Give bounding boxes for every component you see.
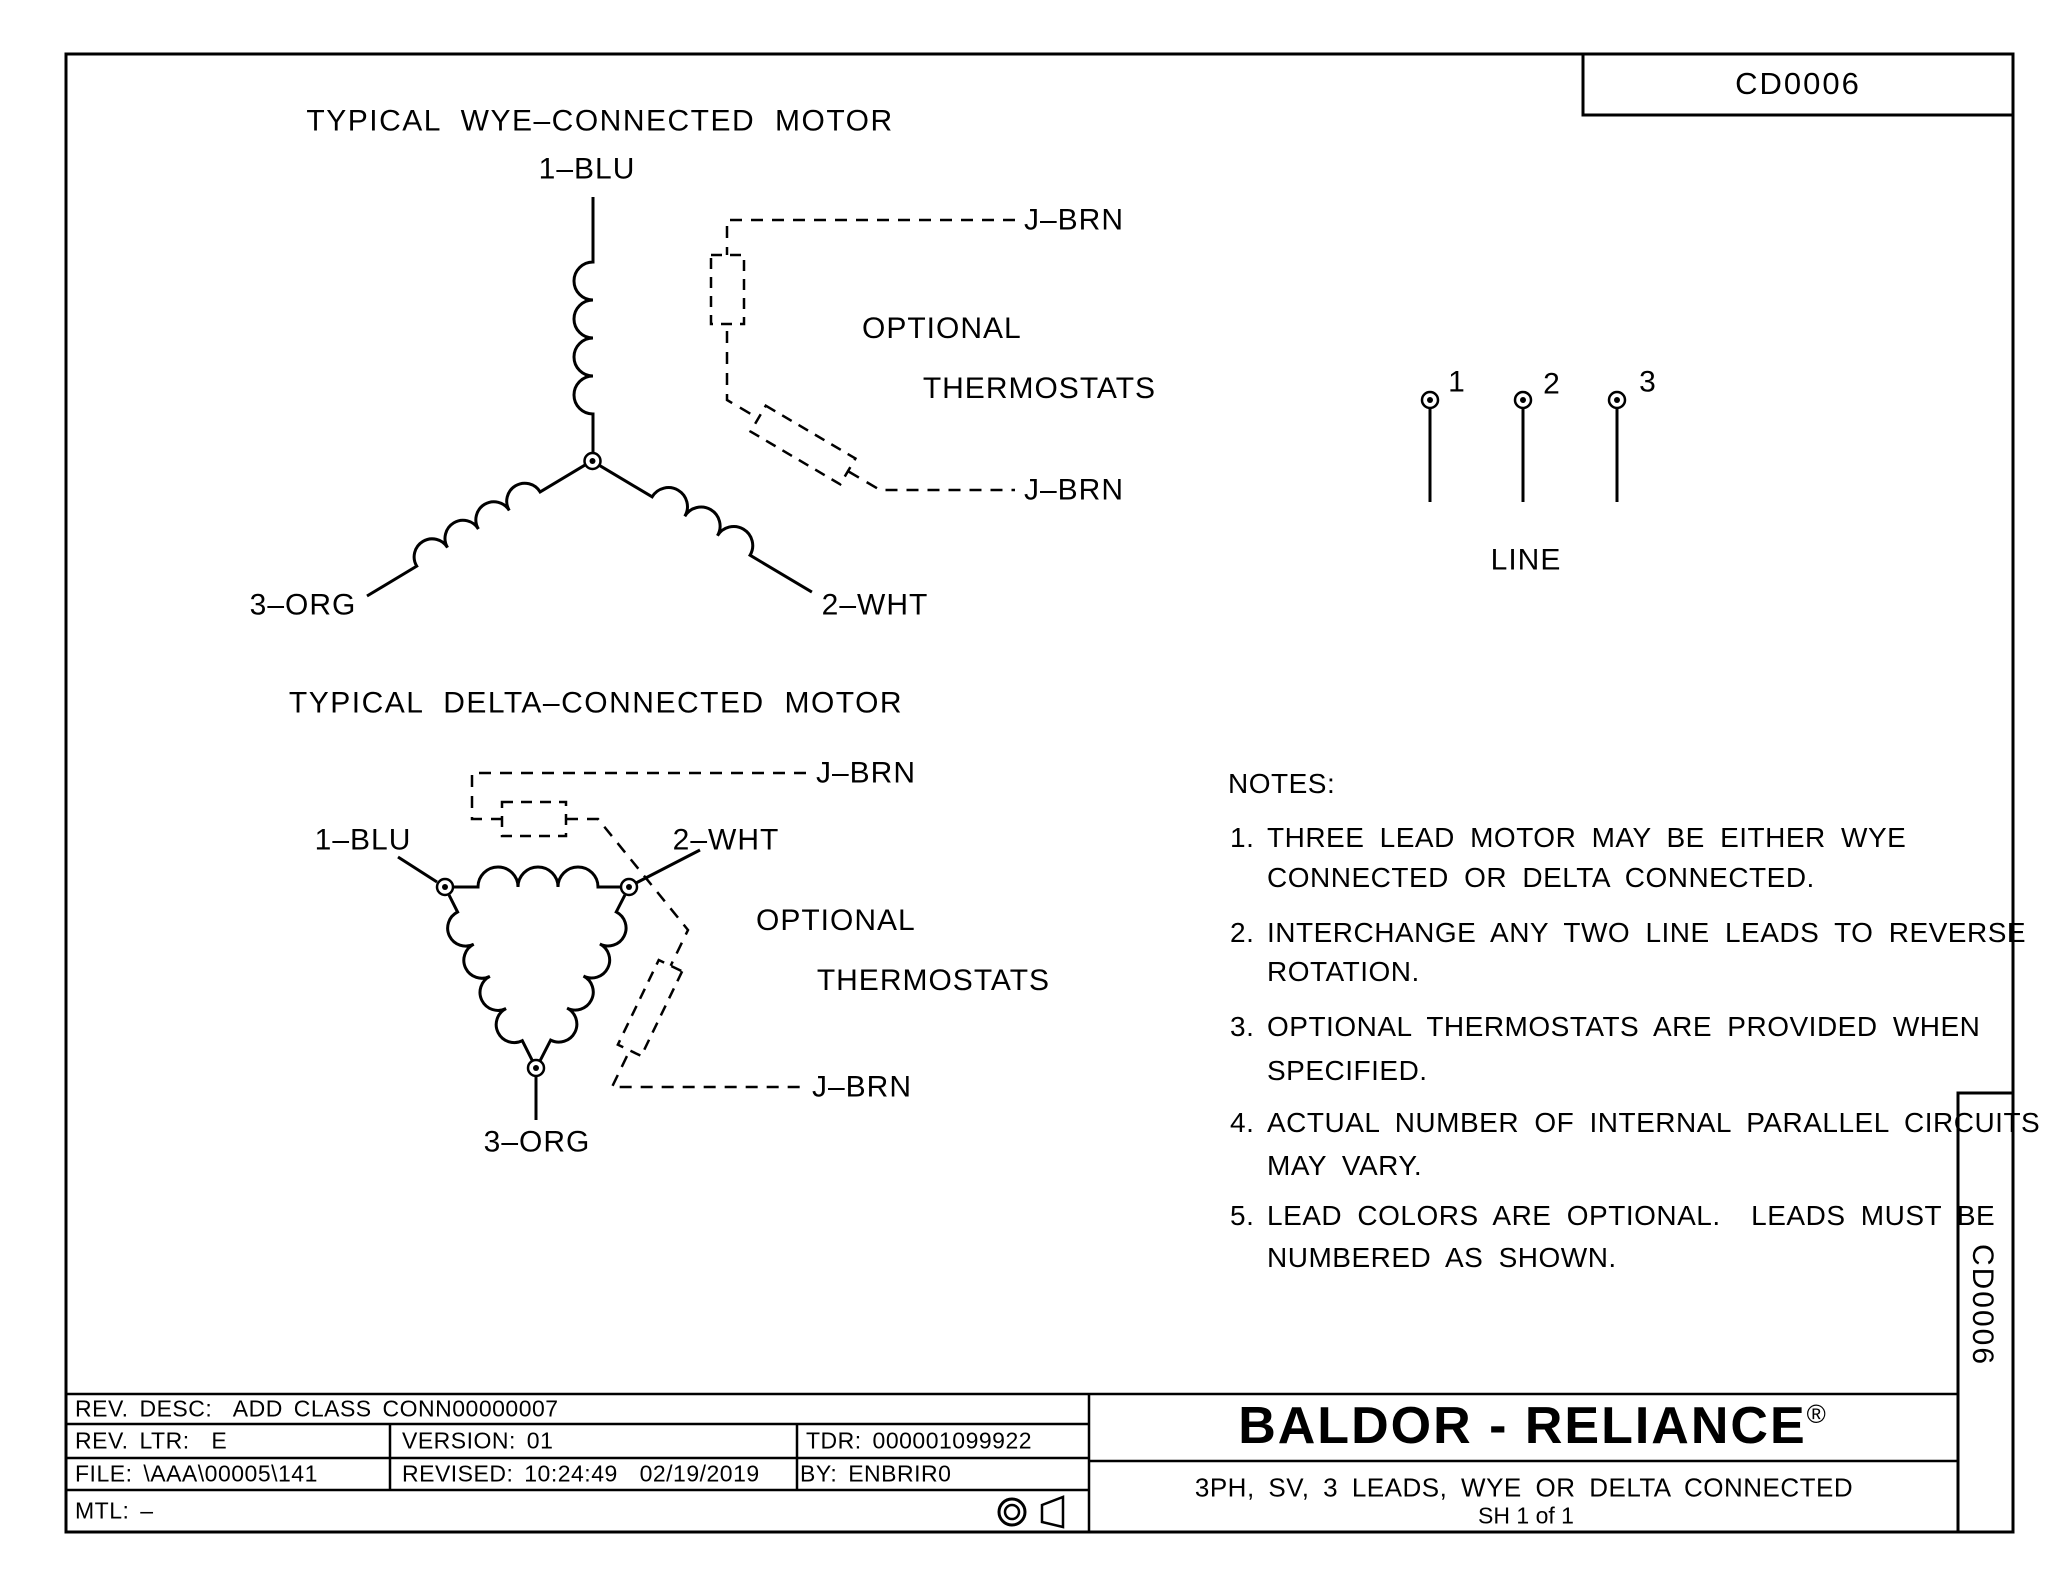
wye-winding-2 [599, 449, 822, 592]
doc-number-side: CD0006 [1966, 1243, 1999, 1367]
wye-winding-3 [358, 450, 585, 596]
company-logo-text [1238, 1396, 1826, 1456]
wye-thermostat-lead-bottom-label: J–BRN [1023, 473, 1125, 507]
note-4-line1: ACTUAL NUMBER OF INTERNAL PARALLEL CIRCUITS [1267, 1107, 2041, 1138]
title-block-version: VERSION: 01 [402, 1427, 554, 1454]
note-5-line2: NUMBERED AS SHOWN. [1267, 1242, 1617, 1273]
delta-thermostat-lead-bottom-label: J–BRN [811, 1070, 913, 1104]
wye-thermostat-2 [751, 406, 856, 485]
delta-winding-left [433, 895, 533, 1069]
wye-lead-2-label: 2–WHT [821, 588, 929, 622]
delta-lead-2-label: 2–WHT [672, 823, 780, 857]
title-block-mtl: MTL: – [75, 1497, 154, 1524]
delta-thermostat-lead-top-label: J–BRN [815, 756, 917, 790]
note-4-line2: MAY VARY. [1267, 1150, 1423, 1181]
line-terminal-2-dot [1520, 397, 1526, 403]
delta-optional-line1: OPTIONAL [756, 904, 916, 937]
line-terminals [1422, 392, 1625, 502]
delta-terminal-2-dot [626, 884, 632, 890]
note-2-line1: INTERCHANGE ANY TWO LINE LEADS TO REVERSE [1267, 917, 2027, 948]
title-block-rev-desc: REV. DESC: ADD CLASS CONN00000007 [75, 1395, 559, 1422]
wye-optional-line2: THERMOSTATS [922, 372, 1157, 405]
wye-winding-1 [574, 197, 593, 453]
registered-trademark-icon: ® [1806, 1399, 1826, 1429]
line-terminal-1-label: 1 [1448, 365, 1466, 399]
note-5-line1: LEAD COLORS ARE OPTIONAL. LEADS MUST BE [1267, 1200, 1996, 1231]
wye-thermostat-1 [711, 255, 744, 324]
delta-title: TYPICAL DELTA–CONNECTED MOTOR [288, 686, 904, 720]
notes-heading: NOTES: [1228, 768, 1336, 799]
note-5-num: 5. [1230, 1200, 1255, 1231]
projection-circle-inner-icon [1005, 1505, 1019, 1519]
delta-lead-3-label: 3–ORG [483, 1125, 591, 1159]
wye-lead-1-label: 1–BLU [538, 152, 636, 186]
delta-lead-1-label: 1–BLU [314, 823, 412, 857]
company-name: BALDOR - RELIANCE [1238, 1397, 1807, 1455]
delta-winding-top [453, 867, 621, 887]
line-terminal-3-dot [1614, 397, 1620, 403]
wye-star-point-dot [590, 458, 596, 464]
delta-optional-line2: THERMOSTATS [816, 964, 1051, 997]
wye-thermostat-lead-top-label: J–BRN [1023, 203, 1125, 237]
delta-lead-1 [398, 857, 437, 882]
note-2-num: 2. [1230, 917, 1255, 948]
line-terminal-1-dot [1427, 397, 1433, 403]
line-terminal-3-label: 3 [1639, 365, 1657, 399]
wye-optional-thermostats-label [862, 314, 1156, 404]
title-block-revised: REVISED: 10:24:49 02/19/2019 [402, 1460, 760, 1487]
note-3-line1: OPTIONAL THERMOSTATS ARE PROVIDED WHEN [1267, 1011, 1981, 1042]
delta-terminal-1-dot [442, 884, 448, 890]
note-1-line2: CONNECTED OR DELTA CONNECTED. [1267, 862, 1815, 893]
delta-thermostat-2 [618, 960, 682, 1056]
delta-optional-thermostats-label [756, 906, 1050, 996]
note-2-line2: ROTATION. [1267, 956, 1420, 987]
note-3-line2: SPECIFIED. [1267, 1055, 1428, 1086]
wye-optional-line1: OPTIONAL [862, 312, 1022, 345]
sheet-border [66, 54, 2013, 1532]
wye-lead-3-label: 3–ORG [249, 588, 357, 622]
projection-circle-icon [999, 1499, 1025, 1525]
title-block-rev-ltr: REV. LTR: E [75, 1427, 228, 1454]
note-1-num: 1. [1230, 822, 1255, 853]
title-block-file: FILE: \AAA\00005\141 [75, 1460, 318, 1487]
wye-title: TYPICAL WYE–CONNECTED MOTOR [306, 104, 894, 138]
delta-terminal-3-dot [533, 1065, 539, 1071]
drawing-description: 3PH, SV, 3 LEADS, WYE OR DELTA CONNECTED [1194, 1472, 1854, 1503]
note-1-line1: THREE LEAD MOTOR MAY BE EITHER WYE [1267, 822, 1907, 853]
projection-symbols [999, 1497, 1063, 1527]
doc-number-top: CD0006 [1735, 66, 1861, 101]
delta-thermostat-1 [502, 802, 566, 836]
title-block-tdr: TDR: 000001099922 [806, 1427, 1033, 1454]
note-3-num: 3. [1230, 1011, 1255, 1042]
line-label: LINE [1490, 543, 1562, 577]
note-4-num: 4. [1230, 1107, 1255, 1138]
sheet-number: SH 1 of 1 [1478, 1502, 1574, 1529]
title-block-by: BY: ENBRIR0 [800, 1460, 952, 1487]
line-terminal-2-label: 2 [1543, 367, 1561, 401]
projection-cone-icon [1042, 1497, 1063, 1527]
